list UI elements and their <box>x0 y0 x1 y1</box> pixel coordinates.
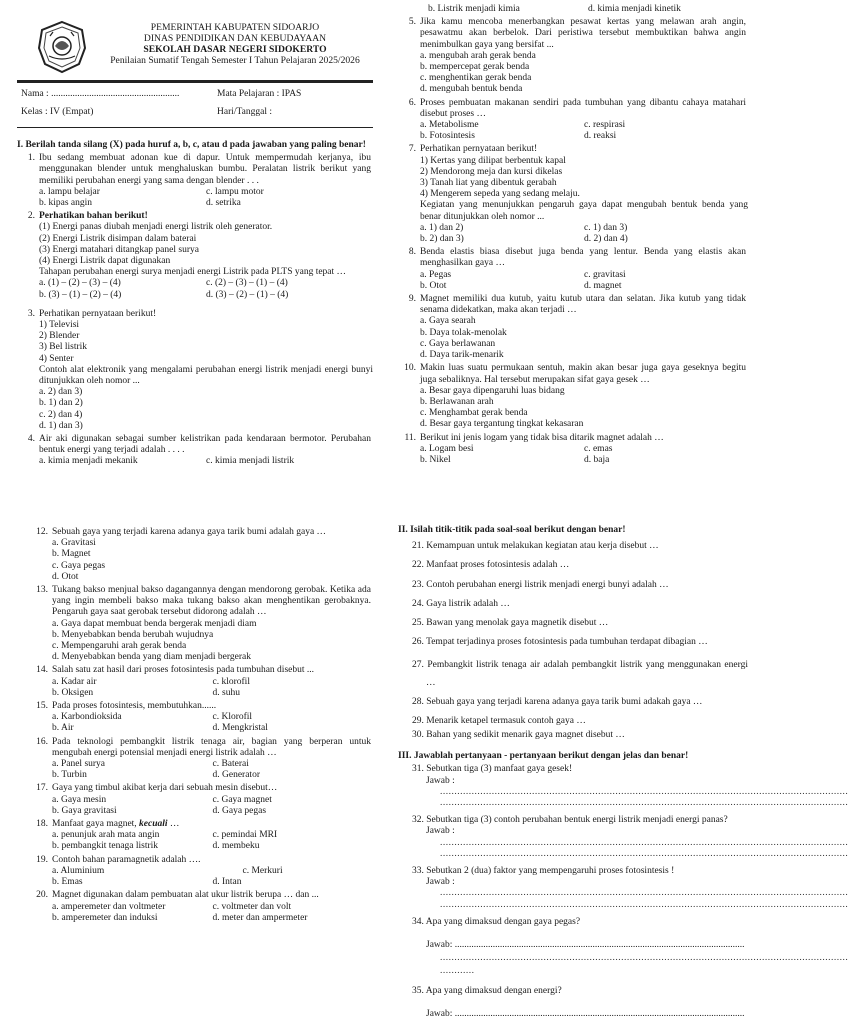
question-4: 4. Air aki digunakan sebagai sumber kelistrikan pada kendaraan bermotor. Perubahan bentuk energi yang terjadi adalah . . . . a. kimia menjadi mekanik c. kimia menjadi listrik <box>27 434 371 467</box>
mapel-field: Mata Pelajaran : IPAS <box>217 89 302 99</box>
column-right-bottom <box>398 525 848 1020</box>
question-2: 2. Perhatikan bahan berikut! (1) Energi panas diubah menjadi energi listrik oleh generator. (2) Energi Listrik disimpan dalam baterai (3) Energi matahari ditangkap panel surya (4) Energi Listrik dapat digunakan Tahapan perubahan energi surya menjadi energi Listrik pada PLTS yang tepat … a. (1) – (2) – (3) – (4) c. (2) – (3) – (1) – (4) b. (3) – (1) – (2) – (4) d. (3) – (2) – (1) – (4) <box>27 211 347 300</box>
question-27: 27. Pembangkit listrik tenaga air adalah pembangkit listrik yang menggunakan energi … <box>412 660 748 689</box>
question-25: 25. Bawan yang menolak gaya magnetik disebut … <box>412 618 609 629</box>
question-20: 20. Magnet digunakan dalam pembuatan alat ukur listrik berupa … dan ... a. amperemeter dan voltmeter c. voltmeter dan volt b. amperemeter dan induksi d. meter dan ampermeter <box>36 890 319 923</box>
question-13: 13. Tukang bakso menjual bakso dagangannya dengan mendorong gerobak. Ketika ada yang ingin membeli bakso maka tukang bakso akan menghentikan gerobaknya. Pengaruh gaya saat gerobak tersebut didorong adalah … a. Gaya dapat membuat benda bergerak menjadi diam b. Menyebabkan benda berubah wujudnya c. Mempengaruhi arah gerak benda d. Menyebabkan benda yang diam menjadi bergerak <box>36 585 371 663</box>
kelas-field: Kelas : IV (Empat) <box>21 107 94 117</box>
question-30: 30. Bahan yang sedikit menarik gaya magnet disebut … <box>412 729 625 740</box>
question-18: 18. Manfaat gaya magnet, kecuali … a. penunjuk arah mata angin c. pemindai MRI b. pembangkit tenaga listrik d. membeku <box>36 819 278 852</box>
question-31: 31. Sebutkan tiga (3) manfaat gaya gesek! <box>412 764 573 775</box>
question-29: 29. Menarik ketapel termasuk contoh gaya … <box>412 715 586 726</box>
answer-line-32a: .............................................................................................................................................. <box>440 837 848 848</box>
answer-line-31b: .............................................................................................................................................. <box>440 797 848 808</box>
info-rule <box>17 127 373 128</box>
letterhead <box>17 18 373 78</box>
question-26: 26. Tempat terjadinya proses fotosintesis pada tumbuhan terdapat dibagian … <box>412 637 708 648</box>
question-16: 16. Pada teknologi pembangkit listrik tenaga air, bagian yang berperan untuk mengubah energi potensial menjadi energi listrik adalah … a. Panel surya c. Baterai b. Turbin d. Generator <box>36 736 371 781</box>
question-8: 8. Benda elastis biasa disebut juga benda yang lentur. Benda yang elastis akan menghasilkan gaya … a. Pegas c. gravitasi b. Otot d. magnet <box>408 247 746 291</box>
question-35: 35. Apa yang dimaksud dengan energi? <box>412 985 562 996</box>
question-12: 12. Sebuah gaya yang terjadi karena adanya gaya tarik bumi adalah gaya … a. Gravitasi b. Magnet c. Gaya pegas d. Otot <box>36 527 327 582</box>
hari-field: Hari/Tanggal : <box>217 107 272 117</box>
answer-line-33b: .............................................................................................................................................. <box>440 899 848 910</box>
question-5: 5. Jika kamu mencoba menerbangkan pesawat kertas yang melawan arah angin, pesawatmu akan berbelok. Dari peristiwa tersebut membuktikan bahwa angin menimbulkan gaya yang bersifat ... a. mengubah arah gerak benda b. mempercepat gerak benda c. menghentikan gerak benda d. mengubah bentuk benda <box>408 17 746 95</box>
question-14: 14. Salah satu zat hasil dari proses fotosintesis pada tumbuhan disebut ... a. Kadar air c. klorofil b. Oksigen d. suhu <box>36 665 314 698</box>
question-21: 21. Kemampuan untuk melakukan kegiatan atau kerja disebut … <box>412 541 659 552</box>
answer-label-31: Jawab : <box>426 775 455 786</box>
answer-line-34c: ............ <box>440 966 475 977</box>
answer-line-32b: .............................................................................................................................................. <box>440 848 848 859</box>
question-10: 10. Makin luas suatu permukaan sentuh, makin akan besar juga gaya geseknya begitu juga sebaliknya. Hal tersebut merupakan sifat gaya gesek … a. Besar gaya dipengaruhi luas bidang b. Berlawanan arah c. Menghambat gerak benda d. Besar gaya tergantung tingkat kekasaran <box>404 363 746 430</box>
column-left-top <box>17 18 373 468</box>
column-left-bottom <box>30 525 373 924</box>
question-33: 33. Sebutkan 2 (dua) faktor yang mempengaruhi proses fotosintesis ! <box>412 865 675 876</box>
question-24: 24. Gaya listrik adalah … <box>412 598 510 609</box>
nama-field: Nama : ...................................................... <box>21 89 180 99</box>
answer-line-35: Jawab: .......................................................................................................................... <box>426 1008 745 1019</box>
question-19: 19. Contoh bahan paramagnetik adalah …. a. Aluminium c. Merkuri b. Emas d. Intan <box>36 854 283 888</box>
question-28: 28. Sebuah gaya yang terjadi karena adanya gaya tarik bumi adakah gaya … <box>412 696 703 707</box>
question-23: 23. Contoh perubahan energi listrik menjadi energi bunyi adalah … <box>412 579 669 590</box>
answer-line-33a: .............................................................................................................................................. <box>440 888 848 899</box>
question-9: 9. Magnet memiliki dua kutub, yaitu kutub utara dan selatan. Jika kutub yang tidak senama didekatkan, maka akan terjadi … a. Gaya searah b. Daya tolak-menolak c. Gaya berlawanan d. Daya tarik-menarik <box>408 294 746 361</box>
header-line-1: PEMERINTAH KABUPATEN SIDOARJO <box>150 22 320 33</box>
answer-line-34a: Jawab: .......................................................................................................................... <box>426 939 745 950</box>
question-15: 15. Pada proses fotosintesis, membutuhkan...... a. Karbondioksida c. Klorofil b. Air d. Mengkristal <box>36 701 268 734</box>
question-7: 7. Perhatikan pernyataan berikut! 1) Kertas yang dilipat berbentuk kapal 2) Mendorong meja dan kursi dikelas 3) Tanah liat yang dibentuk gerabah 4) Mengerem sepeda yang sedang melaju. Kegiatan yang menunjukkan pengaruh gaya dapat mengubah bentuk benda yang benar ditunjukkan oleh nomor ... a. 1) dan 2) c. 1) dan 3) b. 2) dan 3) d. 2) dan 4) <box>408 144 748 245</box>
question-1: 1. Ibu sedang membuat adonan kue di dapur. Untuk mempermudah kerjanya, ibu menggunakan blender untuk menghaluskan bumbu. Peralatan listrik berikut yang memiliki perubahan energi yang sama dengan blender . . . a. lampu belajar c. lampu motor b. kipas angin d. setrika <box>27 153 371 209</box>
header-line-3: SEKOLAH DASAR NEGERI SIDOKERTO <box>143 44 327 56</box>
header-line-4: Penilaian Sumatif Tengah Semester I Tahun Pelajaran 2025/2026 <box>110 55 360 67</box>
section-1-heading: I. Berilah tanda silang (X) pada huruf a, b, c, atau d pada jawaban yang paling benar! <box>17 140 366 150</box>
question-34: 34. Apa yang dimaksud dengan gaya pegas? <box>412 916 581 927</box>
question-11: 11. Berikut ini jenis logam yang tidak bisa ditarik magnet adalah … a. Logam besi c. emas b. Nikel d. baja <box>404 432 664 465</box>
answer-line-34b: .............................................................................................................................................. <box>440 953 848 964</box>
section-2-heading: II. Isilah titik-titik pada soal-soal berikut dengan benar! <box>398 525 626 535</box>
header-rule <box>17 80 373 83</box>
header-line-2: DINAS PENDIDIKAN DAN KEBUDAYAAN <box>143 33 327 45</box>
regency-emblem-icon <box>35 20 89 74</box>
answer-label-32: Jawab : <box>426 826 455 837</box>
column-right-top <box>398 4 748 466</box>
question-32: 32. Sebutkan tiga (3) contoh perubahan bentuk energi listrik menjadi energi panas? <box>412 815 728 826</box>
question-17: 17. Gaya yang timbul akibat kerja dari sebuah mesin disebut… a. Gaya mesin c. Gaya magnet b. Gaya gravitasi d. Gaya pegas <box>36 783 278 816</box>
question-3: 3. Perhatikan pernyataan berikut! 1) Televisi 2) Blender 3) Bel listrik 4) Senter Contoh alat elektronik yang mengalami perubahan energi listrik menjadi energi bunyi ditunjukkan oleh nomor ... a. 2) dan 3) b. 1) dan 2) c. 2) dan 4) d. 1) dan 3) <box>27 308 373 431</box>
section-3-heading: III. Jawablah pertanyaan - pertanyaan berikut dengan jelas dan benar! <box>398 751 689 762</box>
question-22: 22. Manfaat proses fotosintesis adalah … <box>412 560 570 571</box>
answer-label-33: Jawab : <box>426 877 455 888</box>
answer-line-31a: .............................................................................................................................................. <box>440 786 848 797</box>
question-6: 6. Proses pembuatan makanan sendiri pada tumbuhan yang dibantu cahaya matahari disebut proses … a. Metabolisme c. respirasi b. Fotosintesis d. reaksi <box>408 97 746 142</box>
question-4-options-cont: b. Listrik menjadi kimia d. kimia menjadi kinetik <box>428 4 681 14</box>
